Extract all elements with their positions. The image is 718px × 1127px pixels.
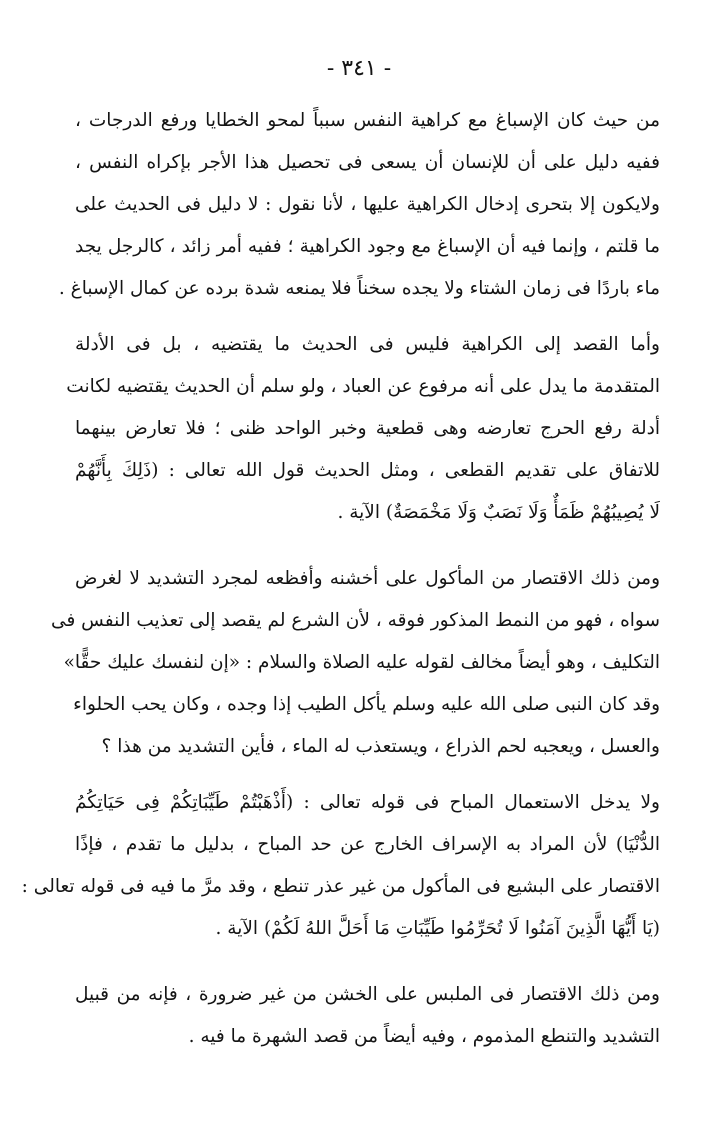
page-number: - ٣٤١ - [326,56,392,81]
text-line: ماء باردًا فى زمان الشتاء ولا يجده سخناً فلا يمنعه شدة برده عن كمال الإسباغ . [58,278,660,299]
text-line: لَا يُصِيبُهُمْ ظَمَأٌ وَلَا نَصَبٌ وَلَا مَخْمَصَةٌ) الآية . [337,502,660,523]
text-line: ومن ذلك الاقتصار فى الملبس على الخشن من غير ضرورة ، فإنه من قبيل [75,984,660,1005]
text-line: الاقتصار على البشيع فى المأكول من غير عذر تنطع ، وقد مرَّ ما فيه فى قوله تعالى : [21,876,660,897]
text-line: سواه ، فهو من النمط المذكور فوقه ، لأن الشرع لم يقصد إلى تعذيب النفس فى [51,610,660,631]
text-line: ما قلتم ، وإنما فيه أن الإسباغ مع وجود الكراهية ؛ ففيه أمر زائد ، كالرجل يجد [75,236,660,257]
page-body [21,100,660,1058]
text-line: التشديد والتنطع المذموم ، وفيه أيضاً من قصد الشهرة ما فيه . [188,1026,660,1047]
paragraph-4 [21,782,660,950]
text-line: ولا يدخل الاستعمال المباح فى قوله تعالى : (أَذْهَبْتُمْ طَيِّبَاتِكُمْ فِى حَيَاتِكُمُ [75,792,660,813]
text-line: للاتفاق على تقديم القطعى ، ومثل الحديث قول الله تعالى : (ذَلِكَ بِأَنَّهُمْ [75,460,660,481]
paragraph-5 [75,974,660,1058]
text-line: وأما القصد إلى الكراهية فليس فى الحديث ما يقتضيه ، بل فى الأدلة [75,334,660,355]
text-line: ولايكون إلا بتحرى إدخال الكراهية عليها ، لأنا نقول : لا دليل فى الحديث على [75,194,660,215]
text-line: ففيه دليل على أن للإنسان أن يسعى فى تحصيل هذا الأجر بإكراه النفس ، [75,152,660,173]
text-line: الدُّنْيَا) لأن المراد به الإسراف الخارج عن حد المباح ، بدليل ما تقدم ، فإذًا [75,834,660,855]
paragraph-2 [66,324,660,534]
text-line: وقد كان النبى صلى الله عليه وسلم يأكل الطيب إذا وجده ، وكان يحب الحلواء [73,694,660,715]
text-line: ومن ذلك الاقتصار من المأكول على أخشنه وأفظعه لمجرد التشديد لا لغرض [75,568,660,589]
paragraph-3 [51,558,660,768]
text-line: (يَا أَيُّهَا الَّذِينَ آمَنُوا لَا تُحَرِّمُوا طَيِّبَاتِ مَا أَحَلَّ اللهُ لَكُمْ) الآية . [215,918,660,939]
text-line: أدلة رفع الحرج تعارضه وهى قطعية وخبر الواحد ظنى ؛ فلا تعارض بينهما [75,418,660,439]
paragraph-1 [58,100,660,310]
text-line: من حيث كان الإسباغ مع كراهية النفس سبباً لمحو الخطايا ورفع الدرجات ، [75,110,660,131]
text-line: والعسل ، ويعجبه لحم الذراع ، ويستعذب له الماء ، فأين التشديد من هذا ؟ [101,736,660,757]
text-line: التكليف ، وهو أيضاً مخالف لقوله عليه الصلاة والسلام : «إن لنفسك عليك حقًّا» [63,652,660,673]
text-line: المتقدمة ما يدل على أنه مرفوع عن العباد ، ولو سلم أن الحديث يقتضيه لكانت [66,376,660,397]
